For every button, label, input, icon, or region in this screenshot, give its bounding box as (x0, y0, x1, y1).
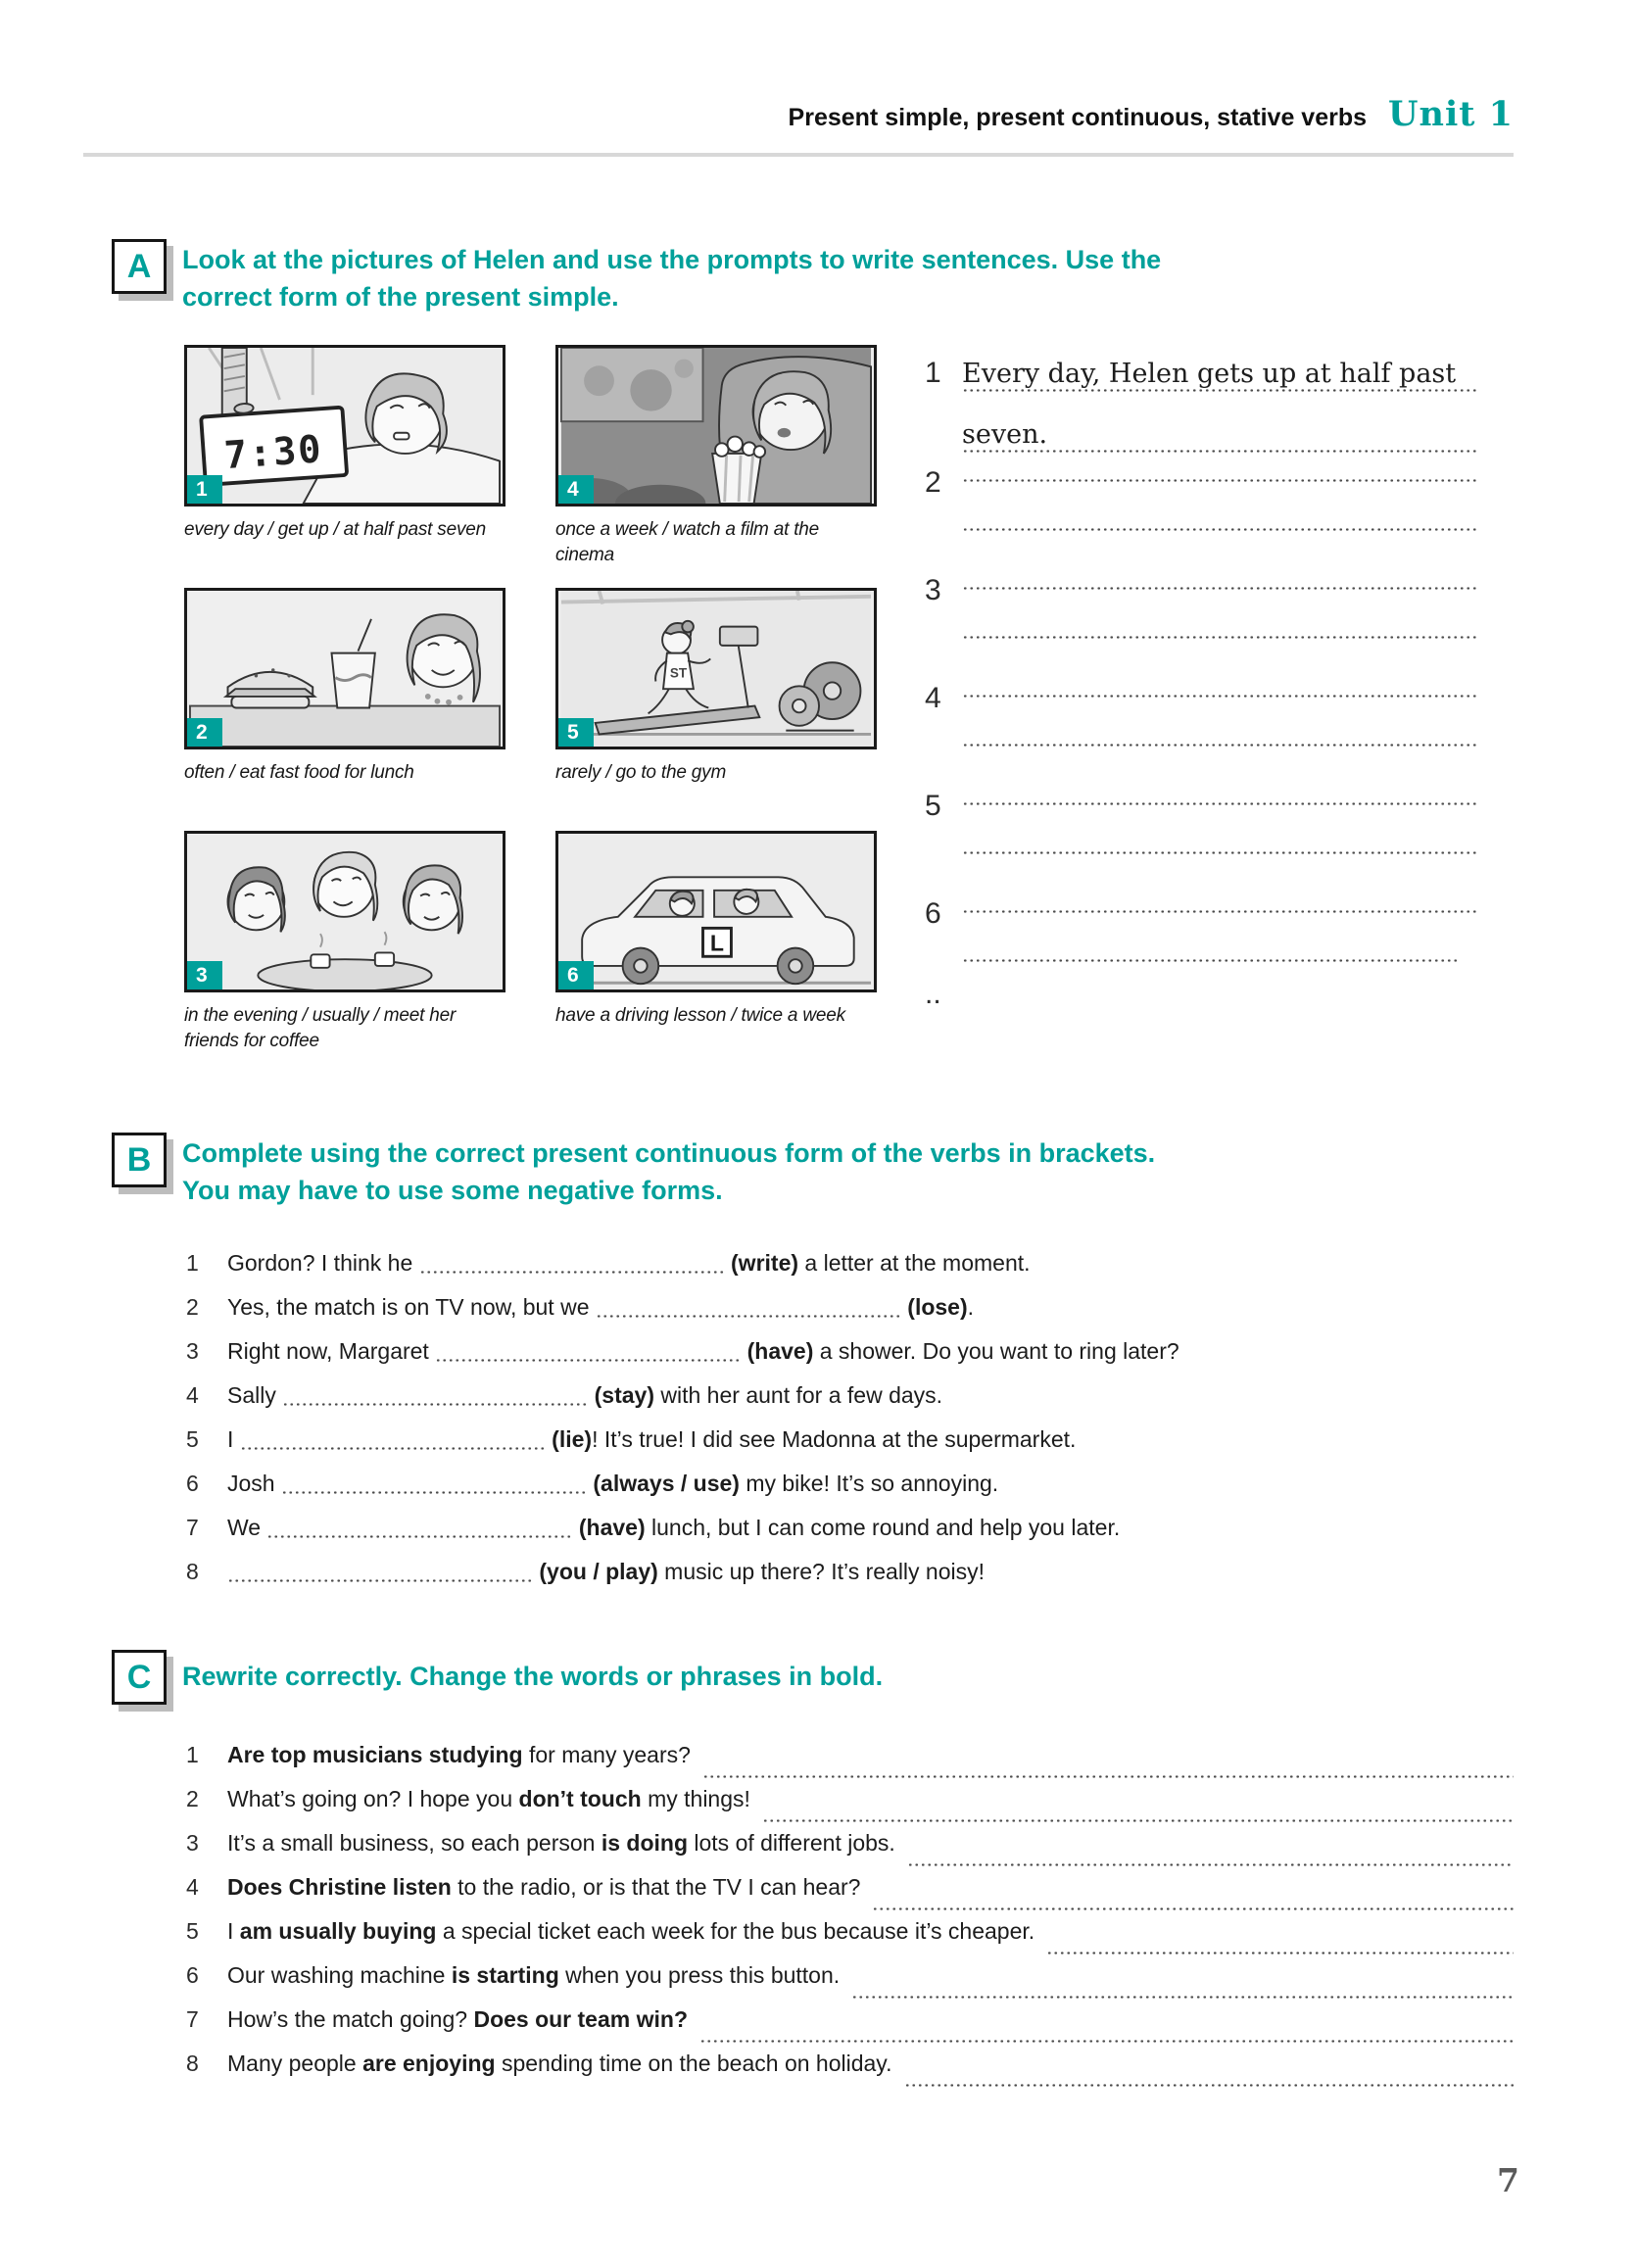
section-c-letter: C (126, 1658, 152, 1696)
fast-food-scene (184, 588, 505, 749)
picture-caption: every day / get up / at half past seven (184, 519, 487, 540)
item-text: Does Christine listen to the radio, or is that the TV I can hear? (227, 1874, 861, 1900)
item-number: 3 (186, 1338, 199, 1364)
answer-blank[interactable] (419, 1260, 725, 1274)
answer-line-blank[interactable] (962, 717, 1476, 747)
exercise-c-item-5 (186, 1918, 1514, 1962)
answer-blank[interactable] (702, 1766, 1514, 1778)
section-b-heading-line2: You may have to use some negative forms. (182, 1176, 723, 1205)
section-b-letterbox (112, 1133, 167, 1187)
item-text: Many people are enjoying spending time on the beach on holiday. (227, 2051, 892, 2076)
cafe-scene (184, 831, 505, 992)
item-number: 2 (186, 1294, 199, 1320)
answer-blank[interactable] (281, 1480, 587, 1494)
exercise-b-item-3 (186, 1338, 1514, 1382)
item-text: Are top musicians studying for many years? (227, 1742, 691, 1767)
answer-line-blank[interactable] (962, 560, 1476, 590)
exercise-b-list (186, 1250, 1514, 1603)
section-a-heading-line2: correct form of the present simple. (182, 282, 619, 312)
answer-line-blank[interactable] (962, 933, 1457, 962)
page-header-title: Present simple, present continuous, stative verbs (788, 104, 1368, 131)
svg-text:L: L (709, 930, 725, 956)
answer-blank[interactable] (240, 1436, 546, 1450)
cinema-scene (555, 345, 877, 507)
answer-blank[interactable] (266, 1524, 572, 1538)
picture-number-badge: 5 (558, 718, 594, 747)
svg-text:ST: ST (669, 665, 688, 681)
section-a-letter: A (126, 247, 152, 285)
item-text: It’s a small business, so each person is doing lots of different jobs. (227, 1830, 895, 1856)
exercise-c-list (186, 1742, 1514, 2095)
answer-line-blank[interactable] (962, 884, 1476, 913)
item-number: 8 (186, 1559, 199, 1584)
answer-line-blank[interactable] (962, 825, 1476, 854)
item-text: I (lie)! It’s true! I did see Madonna at the supermarket. (227, 1426, 1077, 1452)
item-text: What’s going on? I hope you don’t touch my things! (227, 1786, 750, 1811)
picture-cell-6 (555, 831, 877, 1029)
answer-blank[interactable] (1046, 1943, 1514, 1954)
answer-line-blank[interactable] (962, 668, 1476, 698)
item-number: 1 (186, 1250, 199, 1276)
section-b-heading-line1: Complete using the correct present continuous form of the verbs in brackets. (182, 1138, 1156, 1168)
section-b-letter: B (126, 1140, 152, 1179)
picture-number-badge: 2 (187, 718, 222, 747)
item-text: (you / play) music up there? It’s really noisy! (227, 1559, 985, 1584)
item-number: 4 (186, 1874, 199, 1900)
item-number: 1 (186, 1742, 199, 1767)
picture-cell-1 (184, 345, 505, 543)
answer-1-line-1[interactable] (962, 347, 1476, 392)
picture-number-badge: 6 (558, 961, 594, 989)
picture-caption: rarely / go to the gym (555, 762, 727, 783)
exercise-b-item-8 (186, 1559, 1514, 1603)
answer-blank[interactable] (904, 2075, 1515, 2087)
item-text: Our washing machine is starting when you press this button. (227, 1962, 841, 1988)
picture-caption: once a week / watch a film at the cinema (555, 519, 820, 565)
answer-blank[interactable] (227, 1568, 533, 1582)
exercise-c-item-4 (186, 1874, 1514, 1918)
section-c-letterbox (112, 1650, 167, 1705)
item-number: 6 (186, 1471, 199, 1496)
picture-number-badge: 4 (558, 475, 594, 504)
gym-scene (555, 588, 877, 749)
exercise-c-item-6 (186, 1962, 1514, 2006)
answer-blank[interactable] (699, 2031, 1514, 2043)
item-text: How’s the match going? Does our team win? (227, 2006, 688, 2032)
item-text: Sally (stay) with her aunt for a few days. (227, 1382, 943, 1408)
item-text: I am usually buying a special ticket each week for the bus because it’s cheaper. (227, 1918, 1035, 1944)
answer-item-number: 1 (925, 357, 941, 389)
driving-lesson-scene (555, 831, 877, 992)
item-text: We (have) lunch, but I can come round and help you later. (227, 1515, 1121, 1540)
answer-item-number: 3 (925, 574, 941, 606)
exercise-c-item-3 (186, 1830, 1514, 1874)
answer-blank[interactable] (762, 1810, 1514, 1822)
exercise-b-item-6 (186, 1471, 1514, 1515)
alarm-clock-scene (184, 345, 505, 507)
exercise-c-item-7 (186, 2006, 1514, 2051)
answer-blank[interactable] (872, 1899, 1514, 1910)
answer-1-text-2: seven. (962, 419, 1048, 450)
exercise-b-item-5 (186, 1426, 1514, 1471)
answer-blank[interactable] (282, 1392, 588, 1406)
section-b-heading (182, 1134, 1417, 1209)
item-text: Gordon? I think he (write) a letter at the moment. (227, 1250, 1031, 1276)
picture-caption: in the evening / usually / meet her friends for coffee (184, 1005, 457, 1051)
section-c-heading: Rewrite correctly. Change the words or phrases in bold. (182, 1662, 884, 1691)
answer-1-line-2[interactable] (962, 408, 1476, 453)
picture-cell-3 (184, 831, 505, 1054)
exercise-b-item-7 (186, 1515, 1514, 1559)
answer-item-number: 5 (925, 790, 941, 822)
exercise-b-item-2 (186, 1294, 1514, 1338)
answer-item-number: 4 (925, 682, 941, 714)
item-number: 2 (186, 1786, 199, 1811)
item-number: 5 (186, 1426, 199, 1452)
answer-line-blank[interactable] (962, 453, 1476, 482)
page-header (294, 94, 1514, 134)
item-text: Yes, the match is on TV now, but we (lose). (227, 1294, 975, 1320)
item-number: 6 (186, 1962, 199, 1988)
item-number: 7 (186, 1515, 199, 1540)
exercise-b-item-4 (186, 1382, 1514, 1426)
picture-number-badge: 1 (187, 475, 222, 504)
answer-item-number: 6 (925, 897, 941, 930)
answer-blank[interactable] (851, 1987, 1514, 1999)
section-a-heading (182, 241, 1387, 315)
answer-overflow-mark: .. (925, 978, 941, 1010)
answer-blank[interactable] (596, 1304, 901, 1318)
answer-1-text-1: Every day, Helen gets up at half past (962, 359, 1457, 389)
picture-caption: often / eat fast food for lunch (184, 762, 414, 783)
item-number: 5 (186, 1918, 199, 1944)
section-a-letterbox (112, 239, 167, 294)
picture-cell-5 (555, 588, 877, 786)
picture-cell-4 (555, 345, 877, 568)
exercise-c-item-8 (186, 2051, 1514, 2095)
exercise-c-item-2 (186, 1786, 1514, 1830)
item-text: Right now, Margaret (have) a shower. Do you want to ring later? (227, 1338, 1179, 1364)
item-number: 4 (186, 1382, 199, 1408)
section-a-heading-line1: Look at the pictures of Helen and use the prompts to write sentences. Use the (182, 245, 1162, 274)
answer-line-blank[interactable] (962, 609, 1476, 639)
svg-text:7:30: 7:30 (222, 427, 324, 479)
header-divider (83, 153, 1514, 157)
page-number: 7 (1497, 2161, 1519, 2199)
item-text: Josh (always / use) my bike! It’s so annoying. (227, 1471, 999, 1496)
answer-line-blank[interactable] (962, 502, 1476, 531)
exercise-c-item-1 (186, 1742, 1514, 1786)
item-number: 7 (186, 2006, 199, 2032)
exercise-b-item-1 (186, 1250, 1514, 1294)
unit-label: Unit 1 (1388, 94, 1514, 134)
answer-blank[interactable] (435, 1348, 741, 1362)
answer-line-blank[interactable] (962, 776, 1476, 805)
picture-cell-2 (184, 588, 505, 786)
answer-item-number: 2 (925, 466, 941, 499)
picture-caption: have a driving lesson / twice a week (555, 1005, 845, 1026)
answer-blank[interactable] (907, 1855, 1514, 1866)
picture-number-badge: 3 (187, 961, 222, 989)
item-number: 8 (186, 2051, 199, 2076)
item-number: 3 (186, 1830, 199, 1856)
